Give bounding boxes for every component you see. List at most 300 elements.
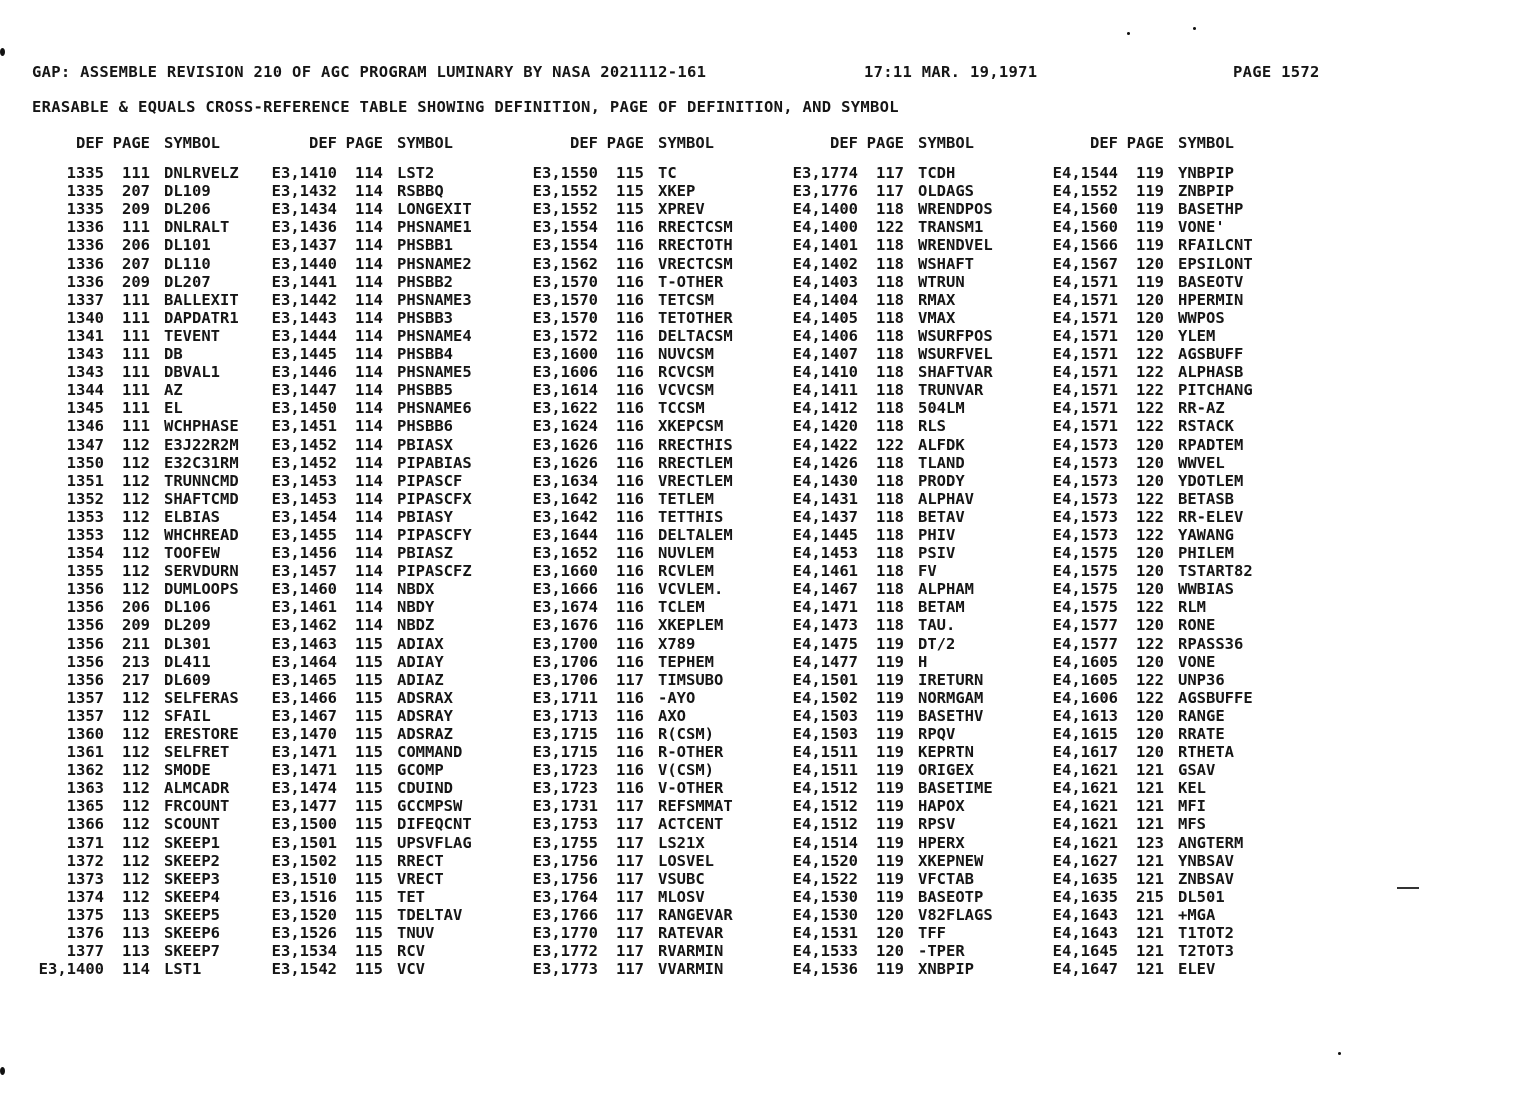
- symbol-cell: RMAX: [918, 290, 956, 309]
- def-cell: E4,1445: [792, 525, 858, 544]
- symbol-cell: MLOSV: [658, 887, 705, 906]
- symbol-cell: MFI: [1178, 797, 1206, 816]
- page-cell: 111: [122, 218, 150, 237]
- symbol-cell: SKEEP1: [164, 833, 220, 852]
- def-cell: 1335: [66, 182, 104, 201]
- page-cell: 118: [876, 254, 904, 273]
- page-cell: 119: [1136, 272, 1164, 291]
- table-row: [259, 725, 523, 743]
- symbol-cell: TFF: [918, 924, 946, 943]
- symbol-cell: PHILEM: [1178, 544, 1234, 563]
- table-row: [259, 870, 523, 888]
- page-cell: 120: [1136, 471, 1164, 490]
- page-cell: 116: [616, 706, 644, 725]
- def-cell: 1356: [66, 652, 104, 671]
- symbol-cell: PITCHANG: [1178, 381, 1253, 400]
- symbol-cell: XPREV: [658, 200, 705, 219]
- table-row: [780, 580, 1044, 598]
- table-row: [0, 417, 290, 435]
- table-row: [1040, 779, 1304, 797]
- def-cell: E3,1447: [271, 381, 337, 400]
- table-block: [780, 134, 1044, 978]
- def-cell: E4,1437: [792, 507, 858, 526]
- table-row: [520, 164, 784, 182]
- page-cell: 118: [876, 381, 904, 400]
- table-row: [259, 182, 523, 200]
- symbol-cell: ACTCENT: [658, 815, 724, 834]
- page-cell: 111: [122, 363, 150, 382]
- table-row: [259, 689, 523, 707]
- page-cell: 209: [122, 272, 150, 291]
- column-header-symbol: SYMBOL: [658, 134, 714, 152]
- table-row: [520, 236, 784, 254]
- def-cell: E3,1755: [532, 833, 598, 852]
- table-row: [259, 671, 523, 689]
- def-cell: E3,1443: [271, 308, 337, 327]
- symbol-cell: KEL: [1178, 779, 1206, 798]
- table-row: [259, 490, 523, 508]
- symbol-cell: SMODE: [164, 761, 211, 780]
- page-cell: 119: [876, 652, 904, 671]
- table-row: [259, 707, 523, 725]
- page-cell: 119: [1136, 236, 1164, 255]
- page-cell: 114: [355, 544, 383, 563]
- def-cell: E4,1403: [792, 272, 858, 291]
- symbol-cell: R(CSM): [658, 725, 714, 743]
- def-cell: E3,1570: [532, 272, 598, 291]
- table-row: [520, 381, 784, 399]
- page-cell: 112: [122, 743, 150, 762]
- table-row: [0, 834, 290, 852]
- def-cell: E4,1571: [1052, 272, 1118, 291]
- table-row: [0, 544, 290, 562]
- page-cell: 117: [616, 851, 644, 870]
- symbol-cell: VONE: [1178, 652, 1216, 671]
- symbol-cell: HPERX: [918, 833, 965, 852]
- def-cell: E4,1567: [1052, 254, 1118, 273]
- table-row: [1040, 580, 1304, 598]
- def-cell: E4,1571: [1052, 345, 1118, 364]
- table-row: [0, 309, 290, 327]
- symbol-cell: RPQV: [918, 725, 956, 743]
- table-row: [0, 635, 290, 653]
- symbol-cell: PRODY: [918, 471, 965, 490]
- def-cell: E4,1605: [1052, 670, 1118, 689]
- def-cell: 1356: [66, 616, 104, 635]
- page-cell: 114: [355, 290, 383, 309]
- symbol-cell: WTRUN: [918, 272, 965, 291]
- page-cell: 121: [1136, 869, 1164, 888]
- symbol-cell: PHSNAME6: [397, 399, 472, 418]
- table-row: [259, 544, 523, 562]
- table-row: [520, 707, 784, 725]
- symbol-cell: VCVCSM: [658, 381, 714, 400]
- table-row: [780, 327, 1044, 345]
- def-cell: E4,1613: [1052, 706, 1118, 725]
- page-cell: 114: [355, 272, 383, 291]
- column-header-symbol: SYMBOL: [918, 134, 974, 152]
- symbol-cell: -AYO: [658, 688, 696, 707]
- page-cell: 115: [355, 688, 383, 707]
- table-row: [520, 436, 784, 454]
- def-cell: E4,1615: [1052, 725, 1118, 743]
- page-cell: 112: [122, 562, 150, 581]
- table-row: [520, 598, 784, 616]
- page-cell: 114: [355, 489, 383, 508]
- def-cell: E4,1406: [792, 326, 858, 345]
- page-cell: 117: [616, 942, 644, 961]
- table-row: [0, 906, 290, 924]
- table-row: [0, 164, 290, 182]
- table-row: [1040, 345, 1304, 363]
- table-row: [520, 635, 784, 653]
- symbol-cell: X789: [658, 634, 696, 653]
- symbol-cell: TAU.: [918, 616, 956, 635]
- table-block: [0, 134, 290, 978]
- page-cell: 114: [355, 200, 383, 219]
- table-row: [0, 327, 290, 345]
- table-row: [0, 526, 290, 544]
- table-row: [1040, 852, 1304, 870]
- table-row: [0, 436, 290, 454]
- def-cell: E3,1520: [271, 905, 337, 924]
- symbol-cell: DNLRALT: [164, 218, 230, 237]
- page-cell: 122: [876, 435, 904, 454]
- def-cell: E3,1666: [532, 580, 598, 599]
- page-cell: 120: [876, 905, 904, 924]
- symbol-cell: WCHPHASE: [164, 417, 239, 436]
- punch-hole-mark: [0, 1067, 5, 1075]
- table-row: [0, 580, 290, 598]
- def-cell: E4,1573: [1052, 435, 1118, 454]
- def-cell: E3,1457: [271, 562, 337, 581]
- def-cell: E3,1501: [271, 833, 337, 852]
- table-row: [1040, 309, 1304, 327]
- symbol-cell: DB: [164, 345, 183, 364]
- table-row: [259, 273, 523, 291]
- page-cell: 122: [1136, 688, 1164, 707]
- symbol-cell: ALPHASB: [1178, 363, 1244, 382]
- symbol-cell: LST1: [164, 960, 202, 979]
- def-cell: 1353: [66, 525, 104, 544]
- def-cell: E4,1573: [1052, 489, 1118, 508]
- def-cell: E4,1512: [792, 779, 858, 798]
- symbol-cell: PHSBB2: [397, 272, 453, 291]
- def-cell: E3,1455: [271, 525, 337, 544]
- table-row: [259, 255, 523, 273]
- symbol-cell: SKEEP2: [164, 851, 220, 870]
- def-cell: E4,1606: [1052, 688, 1118, 707]
- def-cell: 1360: [66, 725, 104, 743]
- margin-dash-mark: [1397, 887, 1419, 889]
- page-cell: 122: [1136, 399, 1164, 418]
- symbol-cell: XNBPIP: [918, 960, 974, 979]
- symbol-cell: DL106: [164, 598, 211, 617]
- page-cell: 118: [876, 290, 904, 309]
- table-row: [1040, 562, 1304, 580]
- def-cell: E3,1465: [271, 670, 337, 689]
- page-cell: 114: [355, 562, 383, 581]
- def-cell: 1363: [66, 779, 104, 798]
- page-cell: 116: [616, 254, 644, 273]
- page-cell: 116: [616, 399, 644, 418]
- page-cell: 114: [355, 399, 383, 418]
- def-cell: 1356: [66, 670, 104, 689]
- page-cell: 117: [616, 905, 644, 924]
- table-row: [259, 942, 523, 960]
- page-cell: 115: [355, 942, 383, 961]
- table-row: [1040, 815, 1304, 833]
- symbol-cell: MFS: [1178, 815, 1206, 834]
- def-cell: 1362: [66, 761, 104, 780]
- def-cell: E4,1575: [1052, 544, 1118, 563]
- table-row: [780, 309, 1044, 327]
- symbol-cell: DNLRVELZ: [164, 164, 239, 183]
- page-cell: 113: [122, 905, 150, 924]
- symbol-cell: SERVDURN: [164, 562, 239, 581]
- page-cell: 115: [355, 670, 383, 689]
- def-cell: 1344: [66, 381, 104, 400]
- table-row: [259, 960, 523, 978]
- def-cell: E4,1511: [792, 743, 858, 762]
- table-row: [0, 797, 290, 815]
- def-cell: E3,1461: [271, 598, 337, 617]
- symbol-cell: PHSNAME3: [397, 290, 472, 309]
- symbol-cell: RPADTEM: [1178, 435, 1244, 454]
- symbol-cell: DELTALEM: [658, 525, 733, 544]
- def-cell: E3,1715: [532, 743, 598, 762]
- page-cell: 121: [1136, 815, 1164, 834]
- symbol-cell: PHSNAME2: [397, 254, 472, 273]
- table-row: [1040, 544, 1304, 562]
- page-cell: 123: [1136, 833, 1164, 852]
- table-row: [520, 797, 784, 815]
- table-row: [1040, 200, 1304, 218]
- column-header-page: PAGE: [606, 134, 644, 152]
- table-row: [259, 852, 523, 870]
- table-caption: ERASABLE & EQUALS CROSS-REFERENCE TABLE SHOWING DEFINITION, PAGE OF DEFINITION, AND SYMBOL: [32, 98, 899, 116]
- page-cell: 111: [122, 326, 150, 345]
- column-header-symbol: SYMBOL: [397, 134, 453, 152]
- page-cell: 112: [122, 688, 150, 707]
- table-row: [0, 924, 290, 942]
- symbol-cell: SHAFTCMD: [164, 489, 239, 508]
- page-cell: 116: [616, 544, 644, 563]
- symbol-cell: +MGA: [1178, 905, 1216, 924]
- page-cell: 116: [616, 725, 644, 743]
- def-cell: E3,1470: [271, 725, 337, 743]
- def-cell: E4,1411: [792, 381, 858, 400]
- table-row: [1040, 761, 1304, 779]
- page-cell: 115: [355, 815, 383, 834]
- symbol-cell: RONE: [1178, 616, 1216, 635]
- symbol-cell: HPERMIN: [1178, 290, 1244, 309]
- table-row: [520, 725, 784, 743]
- def-cell: E3,1400: [38, 960, 104, 979]
- page-cell: 115: [355, 924, 383, 943]
- def-cell: 1366: [66, 815, 104, 834]
- page-cell: 118: [876, 399, 904, 418]
- column-header-page: PAGE: [112, 134, 150, 152]
- symbol-cell: RATEVAR: [658, 924, 724, 943]
- def-cell: E4,1571: [1052, 290, 1118, 309]
- table-row: [1040, 490, 1304, 508]
- symbol-cell: RCV: [397, 942, 425, 961]
- def-cell: 1373: [66, 869, 104, 888]
- table-row: [520, 454, 784, 472]
- table-row: [520, 255, 784, 273]
- page-cell: 112: [122, 725, 150, 743]
- symbol-cell: TRUNNCMD: [164, 471, 239, 490]
- table-row: [259, 454, 523, 472]
- table-row: [0, 490, 290, 508]
- def-cell: E4,1571: [1052, 363, 1118, 382]
- page-cell: 119: [876, 670, 904, 689]
- table-row: [780, 508, 1044, 526]
- page-cell: 114: [355, 525, 383, 544]
- page-cell: 120: [1136, 725, 1164, 743]
- table-row: [520, 363, 784, 381]
- table-row: [259, 200, 523, 218]
- page-cell: 209: [122, 200, 150, 219]
- symbol-cell: RLS: [918, 417, 946, 436]
- page-cell: 121: [1136, 942, 1164, 961]
- def-cell: E3,1770: [532, 924, 598, 943]
- table-row: [780, 526, 1044, 544]
- page-cell: 112: [122, 869, 150, 888]
- table-row: [1040, 924, 1304, 942]
- def-cell: E3,1600: [532, 345, 598, 364]
- page-cell: 120: [876, 924, 904, 943]
- page-cell: 118: [876, 489, 904, 508]
- symbol-cell: TETOTHER: [658, 308, 733, 327]
- table-row: [1040, 671, 1304, 689]
- def-cell: E3,1477: [271, 797, 337, 816]
- def-cell: E3,1463: [271, 634, 337, 653]
- table-row: [0, 399, 290, 417]
- symbol-cell: TEPHEM: [658, 652, 714, 671]
- def-cell: 1356: [66, 580, 104, 599]
- symbol-cell: DELTACSM: [658, 326, 733, 345]
- table-row: [0, 870, 290, 888]
- page-cell: 120: [1136, 616, 1164, 635]
- def-cell: E4,1621: [1052, 761, 1118, 780]
- def-cell: E3,1572: [532, 326, 598, 345]
- symbol-cell: EPSILONT: [1178, 254, 1253, 273]
- table-row: [520, 888, 784, 906]
- page-cell: 118: [876, 562, 904, 581]
- symbol-cell: YLEM: [1178, 326, 1216, 345]
- def-cell: 1377: [66, 942, 104, 961]
- punch-hole-mark: [0, 48, 5, 56]
- def-cell: E4,1617: [1052, 743, 1118, 762]
- page-cell: 116: [616, 761, 644, 780]
- page-cell: 120: [1136, 580, 1164, 599]
- page-cell: 117: [876, 164, 904, 183]
- symbol-cell: DBVAL1: [164, 363, 220, 382]
- table-row: [0, 671, 290, 689]
- page-cell: 116: [616, 417, 644, 436]
- def-cell: E4,1514: [792, 833, 858, 852]
- def-cell: E4,1573: [1052, 453, 1118, 472]
- symbol-cell: DT/2: [918, 634, 956, 653]
- table-row: [259, 436, 523, 454]
- symbol-cell: DL207: [164, 272, 211, 291]
- def-cell: 1336: [66, 218, 104, 237]
- symbol-cell: REFSMMAT: [658, 797, 733, 816]
- def-cell: E4,1544: [1052, 164, 1118, 183]
- def-cell: E3,1723: [532, 761, 598, 780]
- page-cell: 115: [616, 182, 644, 201]
- page-cell: 122: [1136, 345, 1164, 364]
- symbol-cell: XKEPCSM: [658, 417, 724, 436]
- column-header-page: PAGE: [1126, 134, 1164, 152]
- table-row: [259, 598, 523, 616]
- symbol-cell: RLM: [1178, 598, 1206, 617]
- table-row: [780, 960, 1044, 978]
- symbol-cell: NUVLEM: [658, 544, 714, 563]
- table-row: [0, 345, 290, 363]
- symbol-cell: RCVCSM: [658, 363, 714, 382]
- page-cell: 119: [876, 851, 904, 870]
- table-row: [259, 164, 523, 182]
- def-cell: E4,1560: [1052, 218, 1118, 237]
- page-cell: 119: [1136, 164, 1164, 183]
- def-cell: 1350: [66, 453, 104, 472]
- table-row: [1040, 906, 1304, 924]
- page-cell: 115: [355, 725, 383, 743]
- page-cell: 115: [355, 869, 383, 888]
- page-cell: 122: [876, 218, 904, 237]
- table-row: [1040, 182, 1304, 200]
- table-row: [259, 309, 523, 327]
- page-cell: 116: [616, 616, 644, 635]
- symbol-cell: T1TOT2: [1178, 924, 1234, 943]
- def-cell: E4,1571: [1052, 308, 1118, 327]
- def-cell: E3,1753: [532, 815, 598, 834]
- table-row: [259, 562, 523, 580]
- symbol-cell: VSUBC: [658, 869, 705, 888]
- page-cell: 112: [122, 489, 150, 508]
- symbol-cell: NORMGAM: [918, 688, 984, 707]
- symbol-cell: RSTACK: [1178, 417, 1234, 436]
- symbol-cell: SELFRET: [164, 743, 230, 762]
- page-cell: 122: [1136, 381, 1164, 400]
- symbol-cell: ZNBPIP: [1178, 182, 1234, 201]
- def-cell: E3,1622: [532, 399, 598, 418]
- def-cell: E3,1554: [532, 218, 598, 237]
- def-cell: E3,1442: [271, 290, 337, 309]
- page-cell: 121: [1136, 797, 1164, 816]
- symbol-cell: TLAND: [918, 453, 965, 472]
- page-cell: 111: [122, 399, 150, 418]
- symbol-cell: SKEEP7: [164, 942, 220, 961]
- def-cell: E4,1577: [1052, 616, 1118, 635]
- page-cell: 121: [1136, 761, 1164, 780]
- def-cell: E3,1460: [271, 580, 337, 599]
- def-cell: E4,1453: [792, 544, 858, 563]
- table-row: [259, 526, 523, 544]
- symbol-cell: GCOMP: [397, 761, 444, 780]
- table-row: [520, 761, 784, 779]
- table-row: [520, 580, 784, 598]
- symbol-cell: TCCSM: [658, 399, 705, 418]
- symbol-cell: RRECT: [397, 851, 444, 870]
- page-cell: 115: [616, 164, 644, 183]
- symbol-cell: DL209: [164, 616, 211, 635]
- def-cell: E3,1451: [271, 417, 337, 436]
- symbol-cell: R-OTHER: [658, 743, 724, 762]
